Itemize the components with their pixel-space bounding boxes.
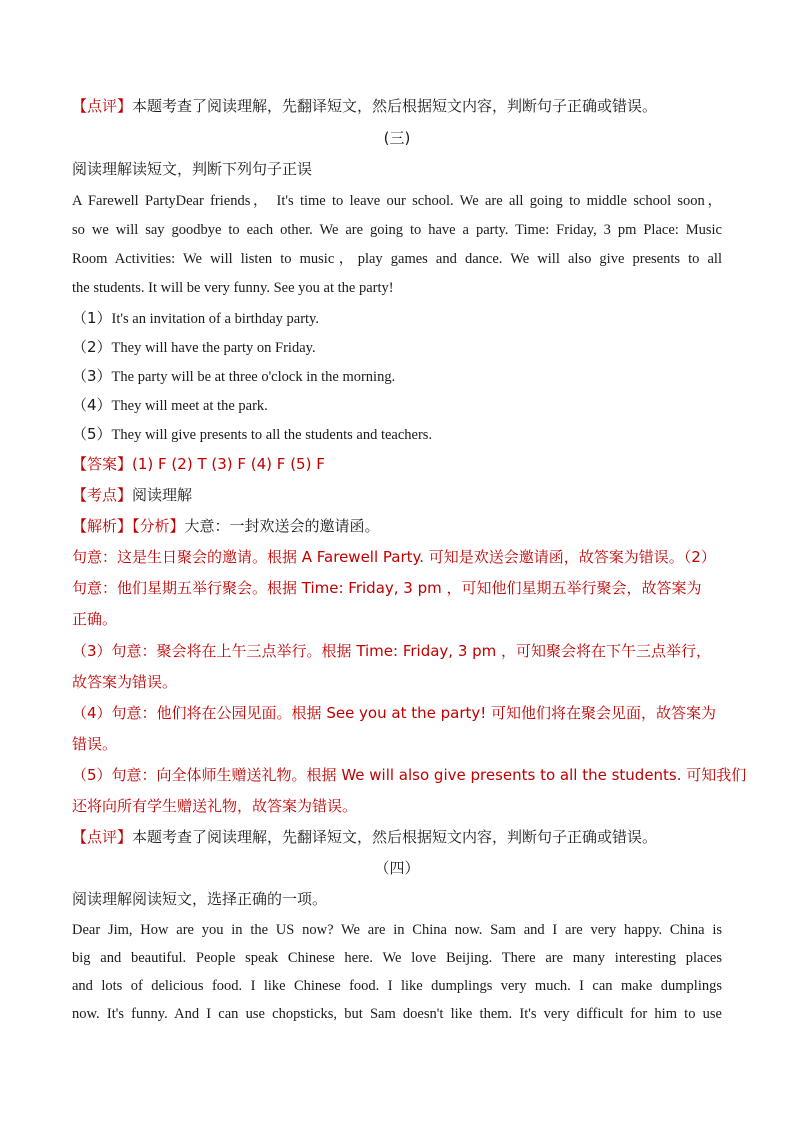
question-text: It's an invitation of a birthday party. (111, 311, 319, 327)
exam-point-label: 【考点】 (72, 486, 133, 504)
analysis-line: （5）句意：向全体师生赠送礼物。根据 We will also give presents to all the students. 可知我们 (72, 766, 747, 784)
analysis-line: （4）句意：他们将在公园见面。根据 See you at the party! 可知他们将在聚会见面，故答案为 (72, 704, 717, 722)
question-number: （4） (72, 396, 112, 414)
comment-label: 【点评】 (72, 828, 133, 846)
section-3-heading: (三) (383, 129, 411, 147)
exam-point-text: 阅读理解 (132, 486, 193, 504)
section-4-heading: （四） (374, 859, 420, 877)
question-number: （5） (72, 425, 112, 443)
analysis-text: （2） (683, 548, 716, 566)
question-3 (72, 366, 395, 387)
passage-line: so we will say goodbye to each other. We are going to have a party. Time: Friday, 3 pm Place: Music (72, 222, 722, 238)
comment-1 (72, 96, 657, 116)
comment-text: 本题考查了阅读理解，先翻译短文，然后根据短文内容，判断句子正确或错误。 (132, 97, 658, 115)
question-text: The party will be at three o'clock in the morning. (111, 369, 396, 385)
section-4-instruction: 阅读理解阅读短文，选择正确的一项。 (72, 890, 328, 908)
analysis-line: 错误。 (72, 735, 118, 753)
analysis-line: （3）句意：聚会将在上午三点举行。根据 Time: Friday, 3 pm ，可知聚会将在下午三点举行， (72, 642, 712, 660)
question-text: They will have the party on Friday. (111, 340, 316, 356)
analysis-intro (72, 516, 380, 536)
analysis-label: 【解析】【分析】 (72, 517, 185, 535)
comment-text: 本题考查了阅读理解，先翻译短文，然后根据短文内容，判断句子正确或错误。 (132, 828, 658, 846)
passage-line: Room Activities: We will listen to music，play games and dance. We will also give presents to all (72, 251, 722, 267)
answer-text: (1) F (2) T (3) F (4) F (5) F (132, 455, 325, 473)
analysis-line: 还将向所有学生赠送礼物，故答案为错误。 (72, 797, 358, 815)
passage-line: big and beautiful. People speak Chinese here. We love Beijing. There are many interesting places (72, 950, 722, 966)
comment-label: 【点评】 (72, 97, 133, 115)
analysis-text: 句意：这是生日聚会的邀请。根据 A Farewell Party. 可知是欢送会邀请函，故答案为错误。 (72, 548, 684, 566)
question-number: （3） (72, 367, 112, 385)
question-1 (72, 308, 319, 329)
question-text: They will give presents to all the students and teachers. (111, 427, 433, 443)
passage-line: Dear Jim, How are you in the US now? We are in China now. Sam and I are very happy. China is (72, 922, 722, 938)
question-5 (72, 424, 432, 445)
passage-line: now. It's funny. And I can use chopsticks, but Sam doesn't like them. It's very difficult for him to use (72, 1006, 722, 1022)
question-number: （1） (72, 309, 112, 327)
section-3-instruction: 阅读理解读短文，判断下列句子正误 (72, 160, 313, 178)
answer (72, 454, 325, 474)
analysis-intro-text: 大意：一封欢送会的邀请函。 (184, 517, 380, 535)
question-text: They will meet at the park. (111, 398, 268, 414)
analysis-line: 正确。 (72, 610, 118, 628)
passage-line: A Farewell PartyDear friends， It's time to leave our school. We are all going to middle school soon， (72, 193, 722, 209)
analysis-line: 句意：他们星期五举行聚会。根据 Time: Friday, 3 pm ，可知他们星期五举行聚会，故答案为 (72, 579, 702, 597)
answer-label: 【答案】 (72, 455, 133, 473)
question-4 (72, 395, 268, 416)
analysis-line (72, 547, 716, 567)
question-number: （2） (72, 338, 112, 356)
question-2 (72, 337, 316, 358)
passage-line: and lots of delicious food. I like Chinese food. I like dumplings very much. I can make dumplings (72, 978, 722, 994)
comment-2 (72, 827, 657, 847)
passage-line: the students. It will be very funny. See you at the party! (72, 280, 394, 296)
exam-point (72, 485, 192, 505)
analysis-line: 故答案为错误。 (72, 673, 178, 691)
